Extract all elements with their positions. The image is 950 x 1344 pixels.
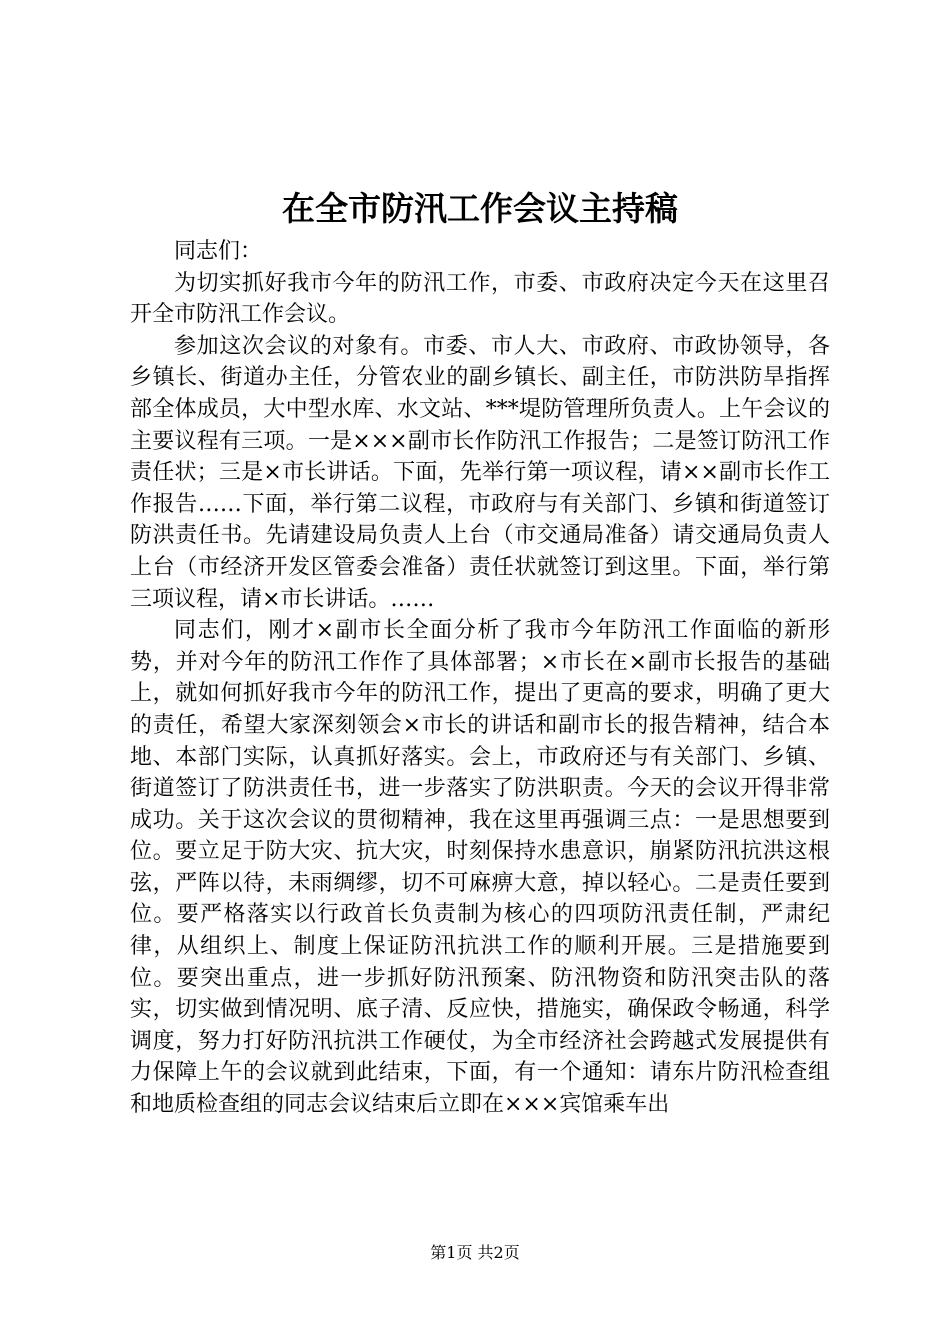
document-title: 在全市防汛工作会议主持稿 bbox=[282, 189, 678, 228]
paragraph-agenda: 参加这次会议的对象有。市委、市人大、市政府、市政协领导，各乡镇长、街道办主任，分管农业的副乡镇长、副主任，市防洪防旱指挥部全体成员，大中型水库、水文站、***堤防管理所负责人。上午会议的主要议程有三项。一是×××副市长作防汛工作报告；二是签订防汛工作责任状；三是×市长讲话。下面，先举行第一项议程，请××副市长作工作报告……下面，举行第二议程，市政府与有关部门、乡镇和街道签订防洪责任书。先请建设局负责人上台（市交通局准备）请交通局负责人上台（市经济开发区管委会准备）责任状就签订到这里。下面，举行第三项议程，请×市长讲话。…… bbox=[130, 333, 830, 612]
paragraph-salutation: 同志们： bbox=[174, 239, 263, 264]
paragraph-summary: 同志们，刚才×副市长全面分析了我市今年防汛工作面临的新形势，并对今年的防汛工作作了具体部署；×市长在×副市长报告的基础上，就如何抓好我市今年的防汛工作，提出了更高的要求，明确了更大的责任，希望大家深刻领会×市长的讲话和副市长的报告精神，结合本地、本部门实际，认真抓好落实。会上，市政府还与有关部门、乡镇、街道签订了防洪责任书，进一步落实了防洪职责。今天的会议开得非常成功。关于这次会议的贯彻精神，我在这里再强调三点：一是思想要到位。要立足于防大灾、抗大灾，时刻保持水患意识，崩紧防汛抗洪这根弦，严阵以待，未雨绸缪，切不可麻痹大意，掉以轻心。二是责任要到位。要严格落实以行政首长负责制为核心的四项防汛责任制，严肃纪律，从组织上、制度上保证防汛抗洪工作的顺利开展。三是措施要到位。要突出重点，进一步抓好防汛预案、防汛物资和防汛突击队的落实，切实做到情况明、底子清、反应快，措施实，确保政令畅通，科学调度，努力打好防汛抗洪工作硬仗，为全市经济社会跨越式发展提供有力保障上午的会议就到此结束，下面，有一个通知：请东片防汛检查组和地质检查组的同志会议结束后立即在×××宾馆乘车出 bbox=[130, 618, 830, 1118]
paragraph-opening: 为切实抓好我市今年的防汛工作，市委、市政府决定今天在这里召开全市防汛工作会议。 bbox=[130, 270, 830, 328]
document-body bbox=[130, 236, 830, 1121]
page-number-footer: 第1页 共2页 bbox=[430, 1243, 520, 1262]
